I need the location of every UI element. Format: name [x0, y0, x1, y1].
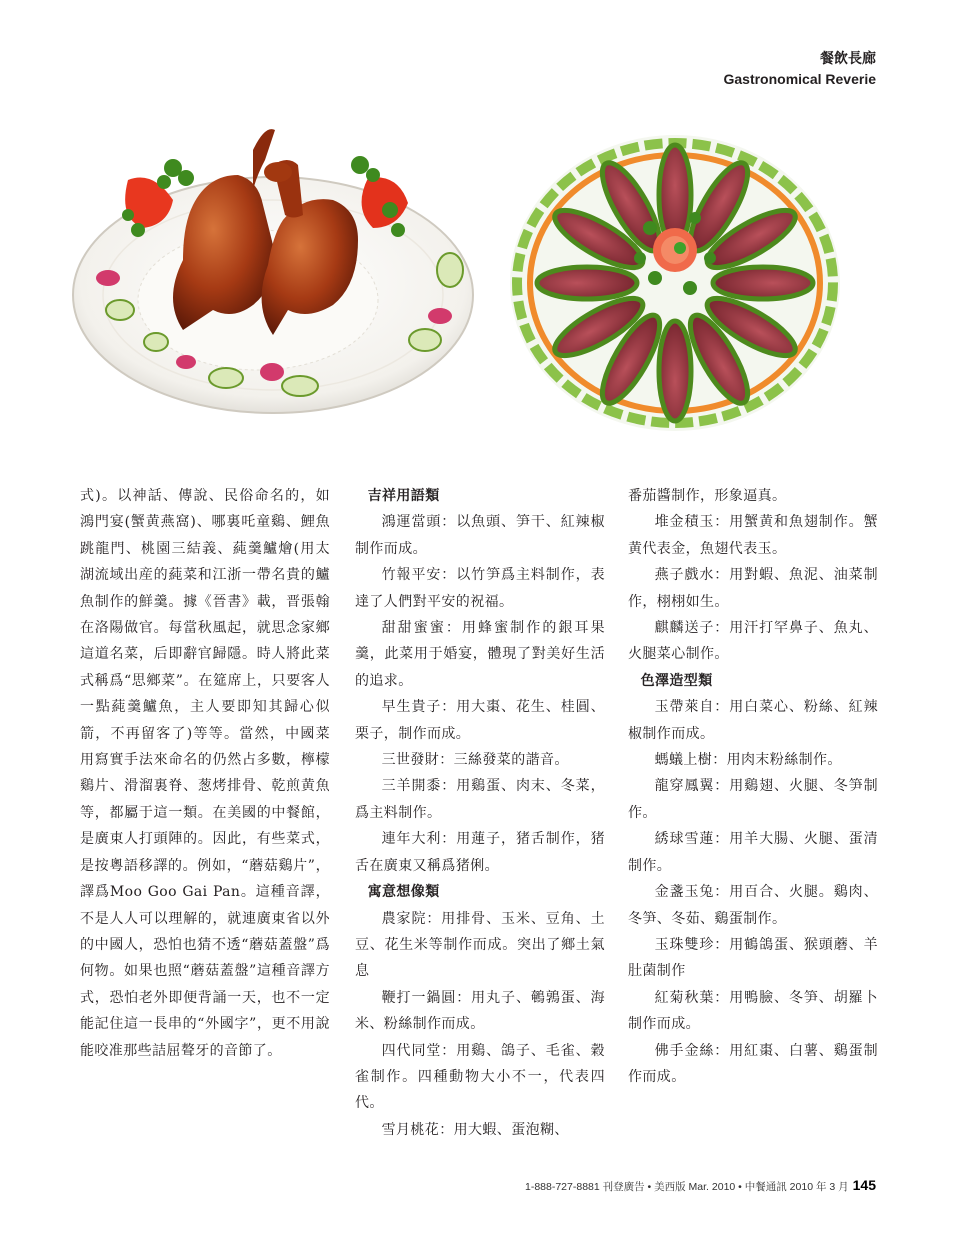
- footer-text: 1-888-727-8881 刊登廣告 • 美西版 Mar. 2010 • 中餐通訊 2010 年 3 月: [524, 1181, 849, 1193]
- dish-entry: 玉帶萊自：用白菜心、粉絲、紅辣椒制作而成。: [628, 699, 878, 742]
- dish-entry: 堆金積玉：用蟹黄和魚翅制作。蟹黄代表金，魚翅代表玉。: [628, 514, 878, 557]
- roast-duck-plate-photo: [68, 110, 483, 440]
- dish-entry: 早生貴子：用大棗、花生、桂圓、栗子，制作而成。: [355, 699, 605, 742]
- category-heading: 色澤造型類: [640, 672, 713, 689]
- article-column-3: [628, 483, 878, 1090]
- dish-entry: 燕子戲水：用對蝦、魚泥、油菜制作，栩栩如生。: [628, 567, 878, 610]
- dish-entry: 鴻運當頭：以魚頭、笋干、紅辣椒制作而成。: [355, 514, 605, 557]
- stuffed-pepper-piece: [537, 267, 637, 299]
- dish-entry: 四代同堂：用鷄、鴿子、毛雀、穀雀制作。四種動物大小不一，代表四代。: [355, 1042, 605, 1112]
- page-number: 145: [852, 1177, 876, 1193]
- dish-entry: 佛手金絲：用紅棗、白薯、鷄蛋制作而成。: [628, 1042, 878, 1085]
- dish-entry: 紅菊秋葉：用鴨臉、冬笋、胡羅卜制作而成。: [628, 989, 878, 1033]
- dish-entry: 鞭打一鍋圓：用丸子、鵪鶉蛋、海米、粉絲制作而成。: [355, 989, 605, 1033]
- dish-entry: 農家院：用排骨、玉米、豆角、土豆、花生米等制作而成。突出了鄉土氣息: [355, 910, 605, 980]
- dish-entry: 竹報平安：以竹笋爲主料制作，表達了人們對平安的祝福。: [355, 567, 605, 610]
- dish-entry: 金盞玉兔：用百合、火腿。鷄肉、冬笋、冬茹、鷄蛋制作。: [628, 884, 878, 927]
- section-header: [723, 48, 876, 88]
- dish-entry: 三世發財：三絲發菜的諧音。: [381, 752, 569, 769]
- section-title-en: Gastronomical Reverie: [723, 71, 876, 87]
- dish-entry: 綉球雪蓮：用羊大腸、火腿、蛋清制作。: [628, 831, 878, 874]
- dish-entry-continued: 番茄醬制作，形象逼真。: [628, 488, 787, 504]
- dish-entry: 螞蟻上樹：用肉末粉絲制作。: [654, 752, 842, 769]
- dish-entry: 麒麟送子：用汗打罕鼻子、魚丸、火腿菜心制作。: [628, 620, 878, 663]
- dish-entry: 雪月桃花：用大蝦、蛋泡糊、: [381, 1121, 569, 1138]
- dish-entry: 龍穿鳳翼：用鷄翅、火腿、冬笋制作。: [628, 778, 878, 821]
- section-title-zh: 餐飲長廊: [820, 51, 876, 67]
- article-paragraph: 式)。以神話、傳說、民俗命名的，如鴻門宴(蟹黄燕窩)、哪裏吒童鷄、鯉魚跳龍門、桃園三結義、蒓羹鱸燴(用太湖流域出産的蒓菜和江浙一帶名貴的鱸魚制作的鮮羹。據《晉書》載，晋張翰在洛陽做官。每當秋風起，就思念家鄉這道名菜，后即辭官歸隱。時人將此菜式稱爲“思鄉菜”。在筵席上，只要客人一點蒓羹鱸魚，主人要即知其歸心似箭，不再留客了)等等。當然，中國菜用寫實手法來命名的仍然占多數，檸檬鷄片、滑溜裏脊、葱烤排骨、乾煎黄魚等，都屬于這一類。在美國的中餐館，是廣東人打頭陣的。因此，有些菜式，是按粵語移譯的。例如，“蘑菇鷄片”，譯爲Moo Goo Gai Pan。這種音譯，不是人人可以理解的，就連廣東省以外的中國人，恐怕也猜不透“蘑菇蓋盤”爲何物。如果也照“蘑菇蓋盤”這種音譯方式，恐怕老外即便背誦一天，也不一定能記住這一長串的“外國字”，更不用說能咬准那些詰屈聱牙的音節了。: [80, 488, 330, 1059]
- dish-entry: 甜甜蜜蜜：用蜂蜜制作的銀耳果羹，此菜用于婚宴，體現了對美好生活的追求。: [355, 620, 605, 689]
- dish-entry: 三羊開黍：用鷄蛋、肉末、冬菜，爲主料制作。: [355, 778, 605, 821]
- category-heading: 寓意想像類: [367, 884, 440, 901]
- dish-entry: 玉珠雙珍：用鶴鴿蛋、猴頭蘑、羊肚菌制作: [628, 936, 878, 980]
- dish-entry: 連年大利：用蓮子，猪舌制作，猪舌在廣東又稱爲猪俐。: [355, 831, 605, 874]
- article-column-1: [80, 483, 330, 1064]
- category-heading: 吉祥用語類: [367, 488, 440, 504]
- stuffed-pepper-plate-photo: [490, 118, 870, 448]
- stuffed-pepper-piece: [659, 321, 691, 421]
- stuffed-pepper-piece: [713, 267, 813, 299]
- article-column-2: [355, 483, 605, 1143]
- page-footer: [525, 1177, 876, 1194]
